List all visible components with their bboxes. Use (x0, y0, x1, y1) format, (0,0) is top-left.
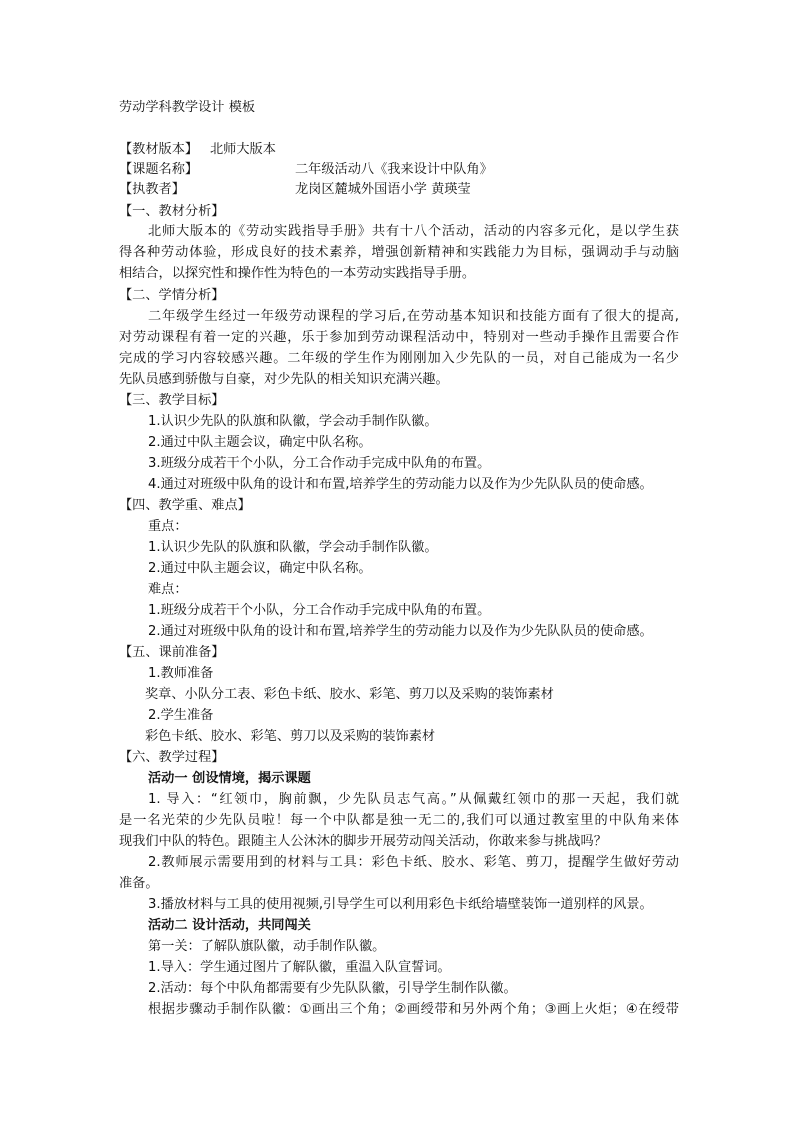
paragraph-line: 现我们中队的特色。跟随主人公沐沐的脚步开展劳动闯关活动，你敢来参与挑战吗？ (119, 834, 607, 849)
meta-value-topic: 二年级活动八《我来设计中队角》 (295, 162, 493, 177)
paragraph-line: 二年级学生经过一年级劳动课程的学习后,在劳动基本知识和技能方面有了很大的提高, (148, 309, 679, 324)
teacher-prep-label: 1.教师准备 (148, 666, 214, 681)
list-item: 1.认识少先队的队旗和队徽，学会动手制作队徽。 (148, 540, 438, 555)
list-item: 1.班级分成若干个小队，分工合作动手完成中队角的布置。 (148, 603, 491, 618)
paragraph-line: 2.活动：每个中队角都需要有少先队队徽，引导学生制作队徽。 (148, 981, 517, 996)
section-heading-textbook: 【一、教材分析】 (119, 204, 225, 219)
doc-title: 劳动学科教学设计 模板 (119, 100, 256, 115)
teacher-prep-items: 奖章、小队分工表、彩色卡纸、胶水、彩笔、剪刀以及采购的装饰素材 (145, 687, 554, 702)
paragraph-line: 对劳动课程有着一定的兴趣，乐于参加到劳动课程活动中，特别对一些动手操作且需要合作 (119, 330, 679, 345)
list-item: 1.认识少先队的队旗和队徽，学会动手制作队徽。 (148, 414, 438, 429)
meta-value-teacher: 龙岗区麓城外国语小学 黄瑛莹 (295, 182, 471, 197)
paragraph-line: 准备。 (119, 876, 159, 891)
paragraph-line: 1. 导入：“红领巾，胸前飘，少先队员志气高。”从佩戴红领巾的那一天起，我们就 (148, 792, 679, 807)
list-item: 3.班级分成若干个小队，分工合作动手完成中队角的布置。 (148, 456, 491, 471)
section-heading-learners: 【二、学情分析】 (119, 288, 225, 303)
activity-one-title: 活动一 创设情境，揭示课题 (148, 771, 311, 786)
student-prep-label: 2.学生准备 (148, 708, 214, 723)
section-heading-key-points: 【四、教学重、难点】 (119, 498, 251, 513)
activity-two-title: 活动二 设计活动，共同闯关 (148, 918, 311, 933)
paragraph-line: 1.导入：学生通过图片了解队徽，重温入队宣誓词。 (148, 960, 451, 975)
paragraph-line: 3.播放材料与工具的使用视频,引导学生可以利用彩色卡纸给墙壁装饰一道别样的风景。 (148, 897, 653, 912)
paragraph-line: 相结合，以探究性和操作性为特色的一本劳动实践指导手册。 (119, 266, 476, 281)
student-prep-items: 彩色卡纸、胶水、彩笔、剪刀以及采购的装饰素材 (145, 729, 436, 744)
list-item: 2.通过对班级中队角的设计和布置,培养学生的劳动能力以及作为少先队队员的使命感。 (148, 624, 653, 639)
list-item: 2.通过中队主题会议，确定中队名称。 (148, 561, 372, 576)
list-item: 4.通过对班级中队角的设计和布置,培养学生的劳动能力以及作为少先队队员的使命感。 (148, 477, 653, 492)
paragraph-line: 第一关：了解队旗队徽，动手制作队徽。 (148, 939, 386, 954)
meta-value-edition: 北师大版本 (210, 142, 276, 157)
paragraph-line: 北师大版本的《劳动实践指导手册》共有十八个活动，活动的内容多元化，是以学生获 (148, 224, 679, 239)
paragraph-line: 得各种劳动体验，形成良好的技术素养，增强创新精神和实践能力为目标，强调动手与动脑 (119, 245, 679, 260)
paragraph-line: 是一名光荣的少先队员啦！每一个中队都是独一无二的,我们可以通过教室里的中队角来体 (119, 813, 679, 828)
section-heading-preparation: 【五、课前准备】 (119, 645, 225, 660)
section-heading-objectives: 【三、教学目标】 (119, 393, 225, 408)
meta-label-teacher: 【执教者】 (119, 182, 185, 197)
paragraph-line: 完成的学习内容较感兴趣。二年级的学生作为刚刚加入少先队的一员，对自己能成为一名少 (119, 351, 679, 366)
meta-label-topic: 【课题名称】 (119, 162, 199, 177)
difficulties-label: 难点： (148, 582, 188, 597)
meta-label-edition: 【教材版本】 (119, 142, 199, 157)
paragraph-line: 先队员感到骄傲与自豪，对少先队的相关知识充满兴趣。 (119, 372, 449, 387)
paragraph-line: 2.教师展示需要用到的材料与工具：彩色卡纸、胶水、彩笔、剪刀，提醒学生做好劳动 (148, 855, 679, 870)
key-points-label: 重点： (148, 519, 188, 534)
list-item: 2.通过中队主题会议，确定中队名称。 (148, 435, 372, 450)
section-heading-process: 【六、教学过程】 (119, 750, 225, 765)
paragraph-line: 根据步骤动手制作队徽：①画出三个角；②画绶带和另外两个角；③画上火炬；④在绶带 (148, 1002, 679, 1017)
